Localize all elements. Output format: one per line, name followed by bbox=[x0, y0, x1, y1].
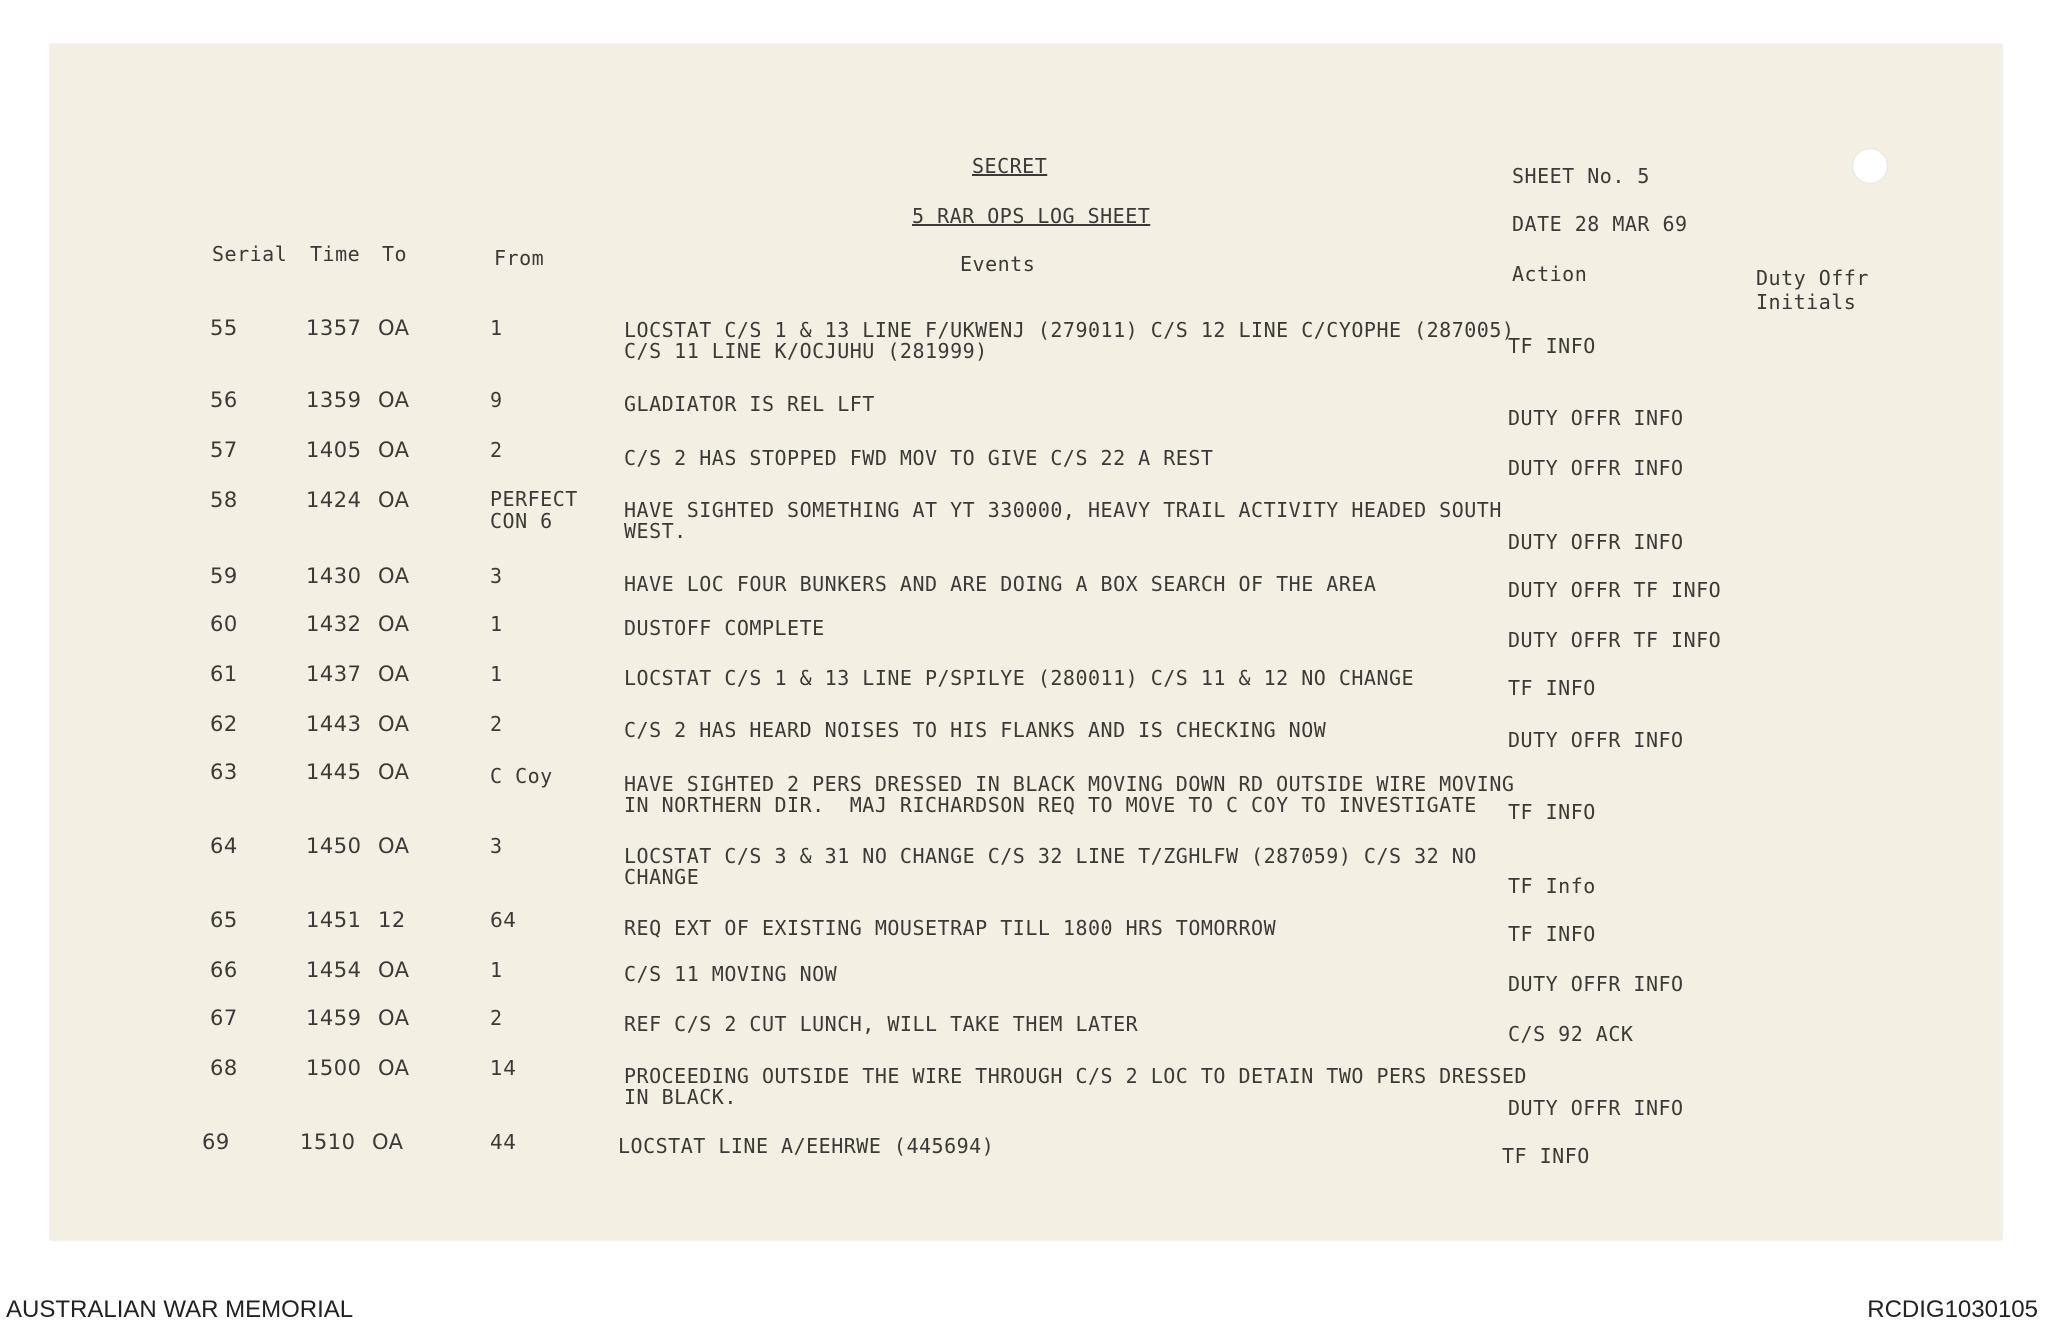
time-cell: 1437 bbox=[306, 662, 362, 686]
serial-cell: 55 bbox=[210, 316, 238, 340]
time-cell: 1445 bbox=[306, 760, 362, 784]
to-cell: OA bbox=[378, 388, 410, 412]
time-cell: 1443 bbox=[306, 712, 362, 736]
action-cell: DUTY OFFR INFO bbox=[1508, 728, 1684, 752]
event-cell: REQ EXT OF EXISTING MOUSETRAP TILL 1800 HRS TOMORROW bbox=[624, 916, 1277, 940]
action-cell: DUTY OFFR INFO bbox=[1508, 1096, 1684, 1120]
sheet-date: DATE 28 MAR 69 bbox=[1512, 212, 1688, 236]
serial-cell: 64 bbox=[210, 834, 238, 858]
to-cell: OA bbox=[378, 316, 410, 340]
event-cell: LOCSTAT C/S 3 & 31 NO CHANGE C/S 32 LINE T/ZGHLFW (287059) C/S 32 NO CHANGE bbox=[624, 844, 1477, 889]
from-cell: PERFECT CON 6 bbox=[490, 487, 578, 533]
time-cell: 1510 bbox=[300, 1130, 356, 1154]
event-cell: REF C/S 2 CUT LUNCH, WILL TAKE THEM LATER bbox=[624, 1012, 1139, 1036]
event-cell: HAVE SIGHTED 2 PERS DRESSED IN BLACK MOVING DOWN RD OUTSIDE WIRE MOVING IN NORTHERN DIR. MAJ RICHARDSON REQ TO MOVE TO C COY TO INVESTIGATE bbox=[624, 772, 1515, 817]
time-cell: 1450 bbox=[306, 834, 362, 858]
time-cell: 1359 bbox=[306, 388, 362, 412]
action-cell: DUTY OFFR INFO bbox=[1508, 456, 1684, 480]
serial-cell: 62 bbox=[210, 712, 238, 736]
time-cell: 1424 bbox=[306, 488, 362, 512]
time-cell: 1459 bbox=[306, 1006, 362, 1030]
from-cell: 3 bbox=[490, 564, 503, 588]
from-cell: 9 bbox=[490, 388, 503, 412]
from-cell: 44 bbox=[490, 1130, 517, 1154]
column-header-duty-offr: Duty Offr bbox=[1756, 266, 1869, 290]
event-cell: LOCSTAT LINE A/EEHRWE (445694) bbox=[618, 1134, 995, 1158]
action-cell: TF INFO bbox=[1508, 800, 1596, 824]
serial-cell: 69 bbox=[202, 1130, 230, 1154]
serial-cell: 63 bbox=[210, 760, 238, 784]
from-cell: 64 bbox=[490, 908, 517, 932]
serial-cell: 66 bbox=[210, 958, 238, 982]
time-cell: 1500 bbox=[306, 1056, 362, 1080]
serial-cell: 57 bbox=[210, 438, 238, 462]
event-cell: HAVE LOC FOUR BUNKERS AND ARE DOING A BOX SEARCH OF THE AREA bbox=[624, 572, 1377, 596]
action-cell: TF INFO bbox=[1508, 922, 1596, 946]
from-cell: 1 bbox=[490, 316, 503, 340]
to-cell: OA bbox=[378, 834, 410, 858]
action-cell: TF INFO bbox=[1502, 1144, 1590, 1168]
event-cell: LOCSTAT C/S 1 & 13 LINE P/SPILYE (280011) C/S 11 & 12 NO CHANGE bbox=[624, 666, 1415, 690]
event-cell: C/S 2 HAS STOPPED FWD MOV TO GIVE C/S 22 A REST bbox=[624, 446, 1214, 470]
column-header-to: To bbox=[382, 242, 408, 266]
page-title: 5 RAR OPS LOG SHEET bbox=[912, 204, 1151, 228]
serial-cell: 60 bbox=[210, 612, 238, 636]
from-cell: 2 bbox=[490, 1006, 503, 1030]
to-cell: OA bbox=[378, 612, 410, 636]
to-cell: OA bbox=[378, 488, 410, 512]
from-cell: 1 bbox=[490, 958, 503, 982]
event-cell: GLADIATOR IS REL LFT bbox=[624, 392, 875, 416]
to-cell: OA bbox=[378, 438, 410, 462]
action-cell: C/S 92 ACK bbox=[1508, 1022, 1634, 1046]
event-cell: LOCSTAT C/S 1 & 13 LINE F/UKWENJ (279011) C/S 12 LINE C/CYOPHE (287005) C/S 11 LINE K/OCJUHU (281999) bbox=[624, 318, 1515, 363]
from-cell: 1 bbox=[490, 662, 503, 686]
punch-hole bbox=[1852, 148, 1888, 184]
document-id: RCDIG1030105 bbox=[1867, 1296, 2038, 1323]
to-cell: 12 bbox=[378, 908, 406, 932]
event-cell: DUSTOFF COMPLETE bbox=[624, 616, 825, 640]
time-cell: 1454 bbox=[306, 958, 362, 982]
column-header-action: Action bbox=[1512, 262, 1588, 286]
to-cell: OA bbox=[378, 662, 410, 686]
from-cell: 1 bbox=[490, 612, 503, 636]
action-cell: TF INFO bbox=[1508, 334, 1596, 358]
to-cell: OA bbox=[378, 1056, 410, 1080]
to-cell: OA bbox=[378, 760, 410, 784]
from-cell: 14 bbox=[490, 1056, 517, 1080]
classification-heading: SECRET bbox=[972, 154, 1048, 178]
serial-cell: 61 bbox=[210, 662, 238, 686]
action-cell: TF INFO bbox=[1508, 676, 1596, 700]
column-header-events: Events bbox=[960, 252, 1036, 276]
event-cell: HAVE SIGHTED SOMETHING AT YT 330000, HEAVY TRAIL ACTIVITY HEADED SOUTH WEST. bbox=[624, 498, 1502, 543]
from-cell: 2 bbox=[490, 712, 503, 736]
to-cell: OA bbox=[378, 564, 410, 588]
serial-cell: 58 bbox=[210, 488, 238, 512]
action-cell: TF Info bbox=[1508, 874, 1596, 898]
serial-cell: 56 bbox=[210, 388, 238, 412]
time-cell: 1357 bbox=[306, 316, 362, 340]
event-cell: C/S 2 HAS HEARD NOISES TO HIS FLANKS AND IS CHECKING NOW bbox=[624, 718, 1327, 742]
serial-cell: 68 bbox=[210, 1056, 238, 1080]
action-cell: DUTY OFFR INFO bbox=[1508, 972, 1684, 996]
column-header-serial: Serial bbox=[212, 242, 288, 266]
from-cell: C Coy bbox=[490, 764, 553, 788]
time-cell: 1451 bbox=[306, 908, 362, 932]
event-cell: PROCEEDING OUTSIDE THE WIRE THROUGH C/S 2 LOC TO DETAIN TWO PERS DRESSED IN BLACK. bbox=[624, 1064, 1527, 1109]
column-header-time: Time bbox=[310, 242, 361, 266]
serial-cell: 65 bbox=[210, 908, 238, 932]
action-cell: DUTY OFFR INFO bbox=[1508, 406, 1684, 430]
from-cell: 3 bbox=[490, 834, 503, 858]
to-cell: OA bbox=[372, 1130, 404, 1154]
event-cell: C/S 11 MOVING NOW bbox=[624, 962, 838, 986]
time-cell: 1432 bbox=[306, 612, 362, 636]
serial-cell: 67 bbox=[210, 1006, 238, 1030]
time-cell: 1405 bbox=[306, 438, 362, 462]
to-cell: OA bbox=[378, 712, 410, 736]
archive-credit: AUSTRALIAN WAR MEMORIAL bbox=[6, 1296, 354, 1323]
action-cell: DUTY OFFR INFO bbox=[1508, 530, 1684, 554]
to-cell: OA bbox=[378, 1006, 410, 1030]
column-header-from: From bbox=[494, 246, 545, 270]
action-cell: DUTY OFFR TF INFO bbox=[1508, 628, 1722, 652]
action-cell: DUTY OFFR TF INFO bbox=[1508, 578, 1722, 602]
from-cell: 2 bbox=[490, 438, 503, 462]
time-cell: 1430 bbox=[306, 564, 362, 588]
column-header-initials: Initials bbox=[1756, 290, 1857, 314]
serial-cell: 59 bbox=[210, 564, 238, 588]
sheet-number: SHEET No. 5 bbox=[1512, 164, 1650, 188]
to-cell: OA bbox=[378, 958, 410, 982]
